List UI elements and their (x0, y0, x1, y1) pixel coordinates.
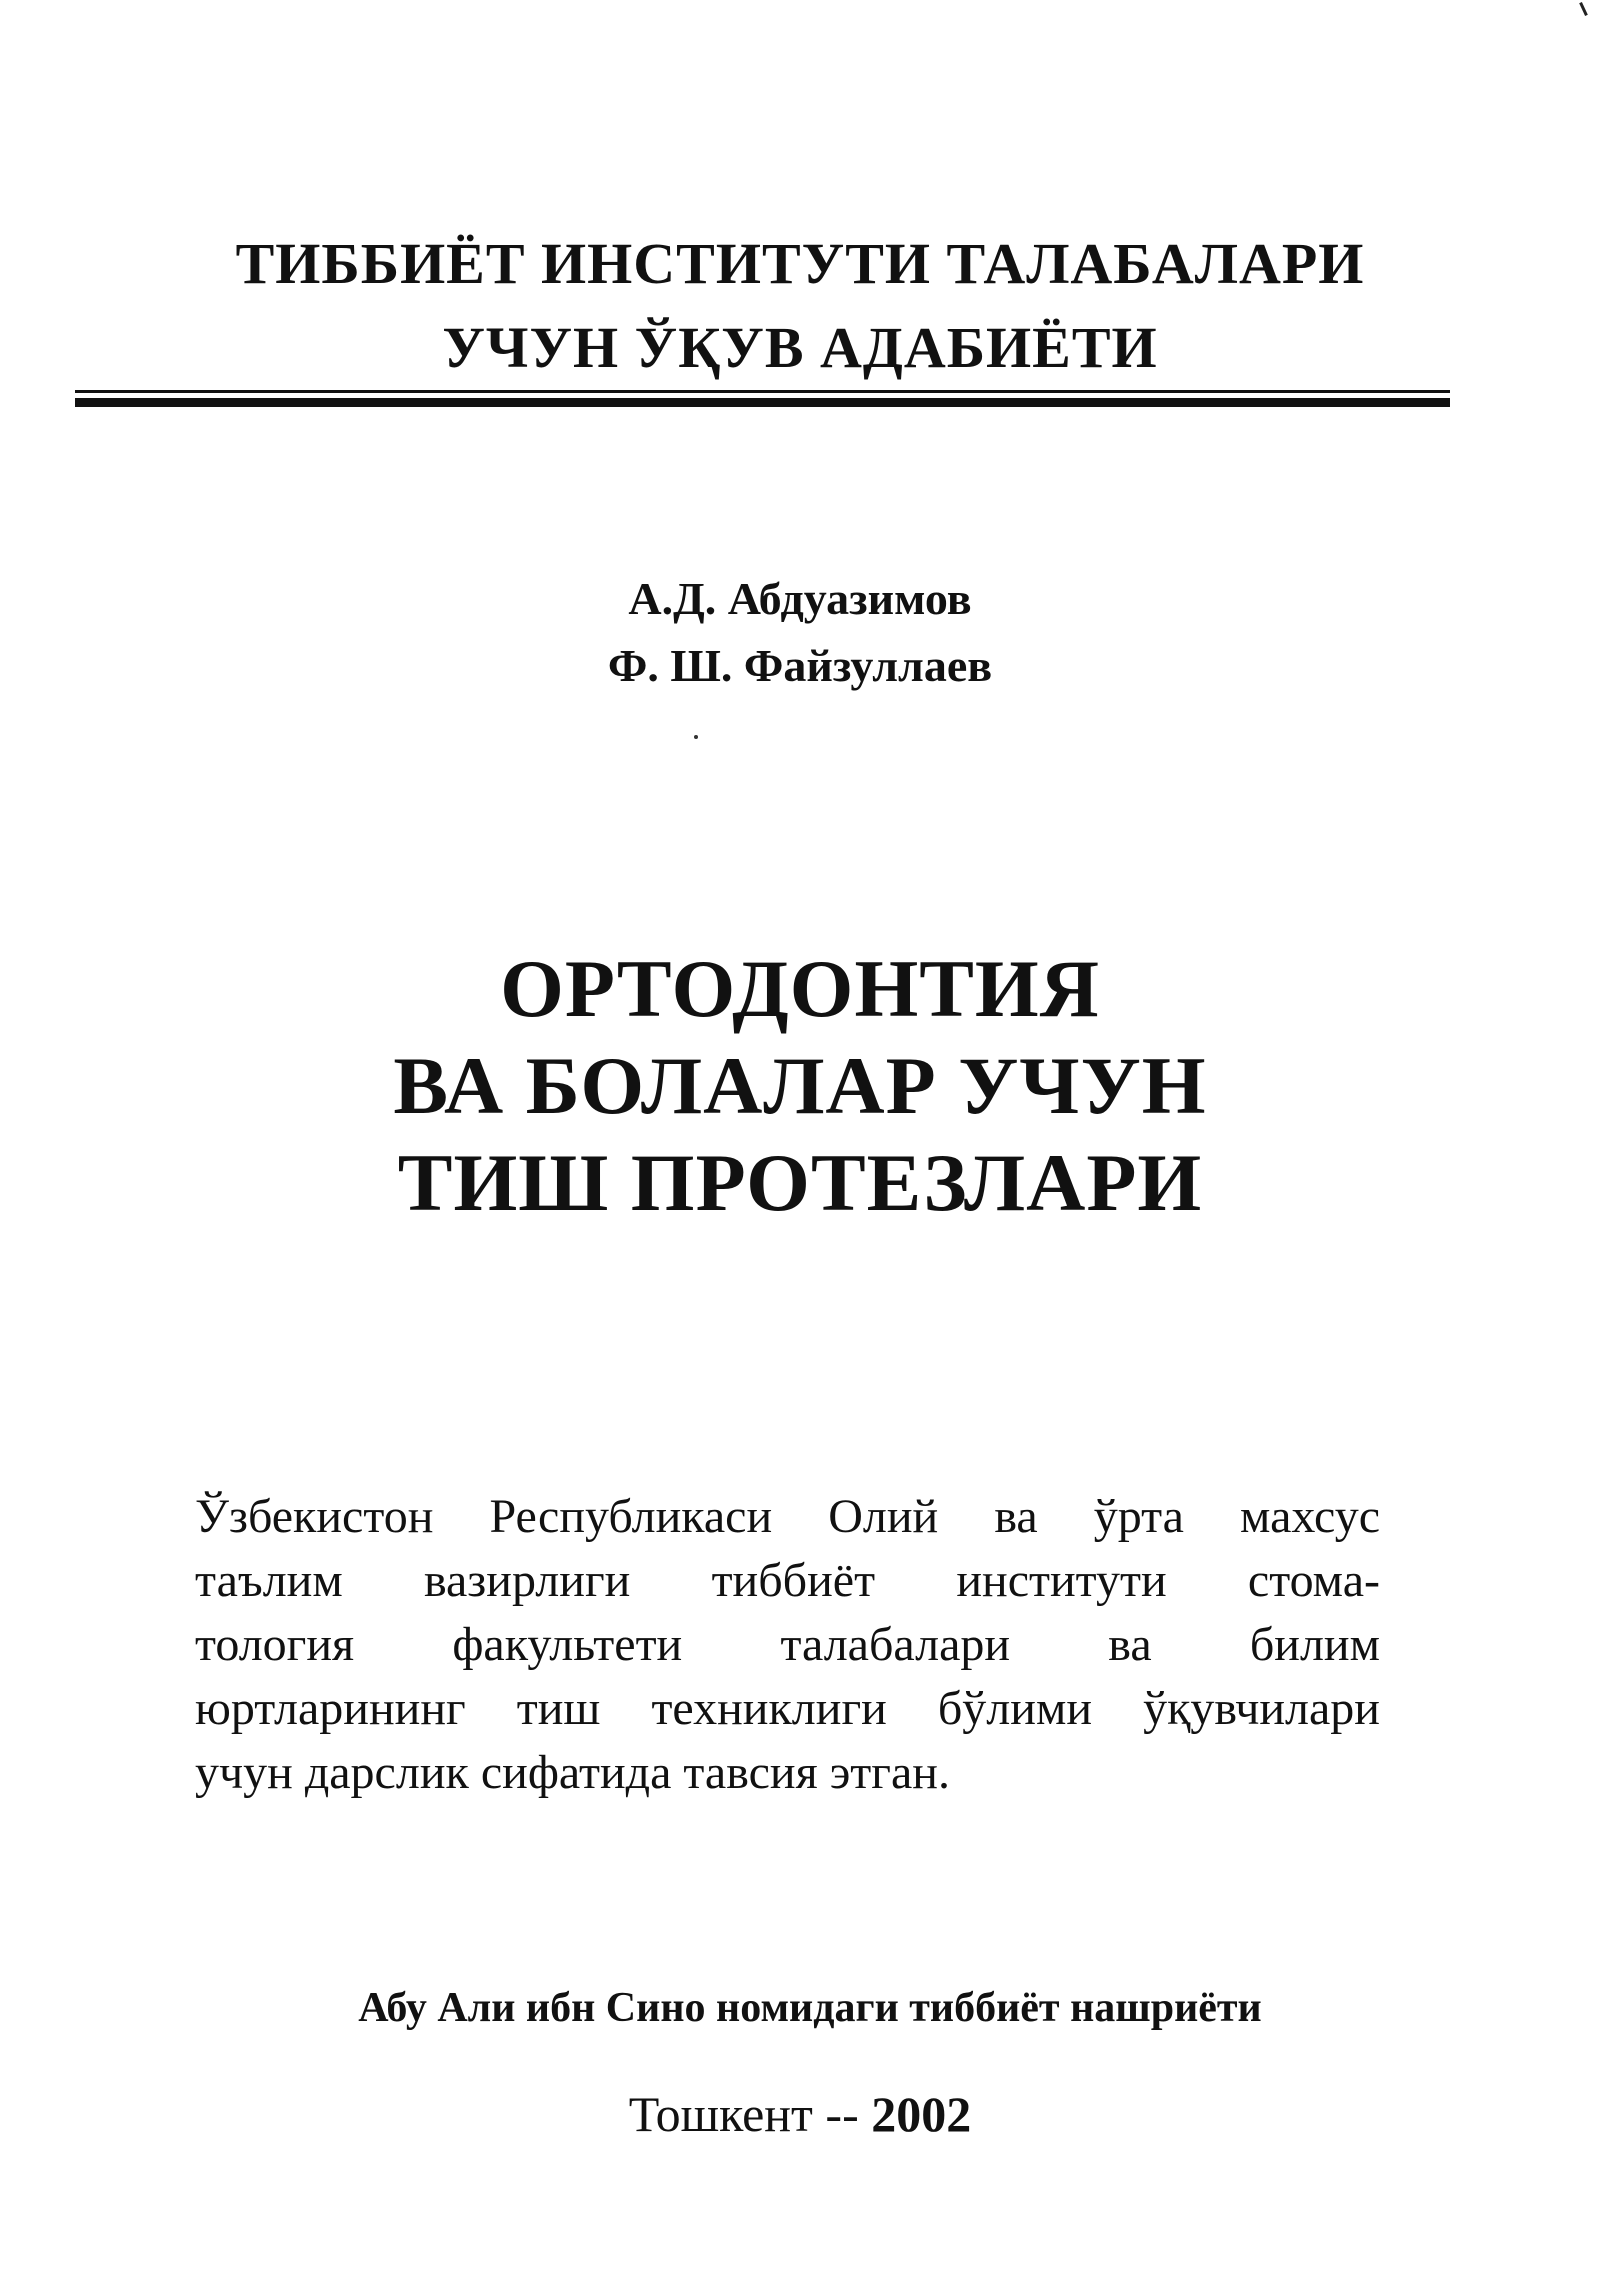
word: Ўзбекистон (195, 1490, 434, 1543)
series-title-line-1: ТИББИЁТ ИНСТИТУТИ ТАЛАБАЛАРИ (235, 231, 1365, 296)
word: ўрта (1093, 1490, 1184, 1543)
header-rule-thick (75, 398, 1450, 407)
word: стома- (1247, 1554, 1380, 1607)
authors (0, 565, 1600, 699)
book-title-line-2: ВА БОЛАЛАР УЧУН (393, 1040, 1207, 1131)
word: таълим (195, 1554, 343, 1607)
series-title (0, 222, 1600, 390)
word: тиббиёт (711, 1554, 876, 1607)
approval-line-3 (195, 1613, 1380, 1677)
author-2: Ф. Ш. Файзуллаев (607, 640, 993, 691)
word: махсус (1240, 1490, 1380, 1543)
approval-text (195, 1485, 1380, 1805)
book-title (0, 940, 1600, 1231)
word: билим (1249, 1618, 1380, 1671)
word: вазирлиги (423, 1554, 631, 1607)
book-title-line-1: ОРТОДОНТИЯ (500, 943, 1100, 1034)
year: 2002 (871, 2086, 972, 2142)
city: Тошкент -- (628, 2086, 859, 2142)
word: ўқувчилари (1143, 1682, 1380, 1735)
word: Олий (828, 1490, 939, 1543)
approval-line-5: учун дарслик сифатида тавсия этган. (195, 1746, 950, 1799)
word: Республикаси (489, 1490, 773, 1543)
series-title-line-2: УЧУН ЎҚУВ АДАБИЁТИ (442, 315, 1158, 380)
word: тология (195, 1618, 355, 1671)
approval-line-4 (195, 1677, 1380, 1741)
word: тиш (516, 1682, 601, 1735)
word: талабалари (780, 1618, 1011, 1671)
word: ва (1108, 1618, 1152, 1671)
word: юртларининг (195, 1682, 466, 1735)
scan-mark (1579, 2, 1588, 16)
author-1: А.Д. Абдуазимов (628, 573, 972, 624)
word: техниклиги (651, 1682, 887, 1735)
publisher: Абу Али ибн Сино номидаги тиббиёт нашриёти (358, 1985, 1262, 2031)
header-rule-thin (75, 390, 1450, 393)
word: факультети (452, 1618, 683, 1671)
approval-line-2 (195, 1549, 1380, 1613)
word: бўлими (937, 1682, 1092, 1735)
book-title-line-3: ТИШ ПРОТЕЗЛАРИ (397, 1137, 1203, 1228)
scan-speck (694, 735, 698, 739)
word: ва (994, 1490, 1038, 1543)
word: институти (956, 1554, 1167, 1607)
city-year (0, 2082, 1600, 2146)
approval-line-1 (195, 1485, 1380, 1549)
